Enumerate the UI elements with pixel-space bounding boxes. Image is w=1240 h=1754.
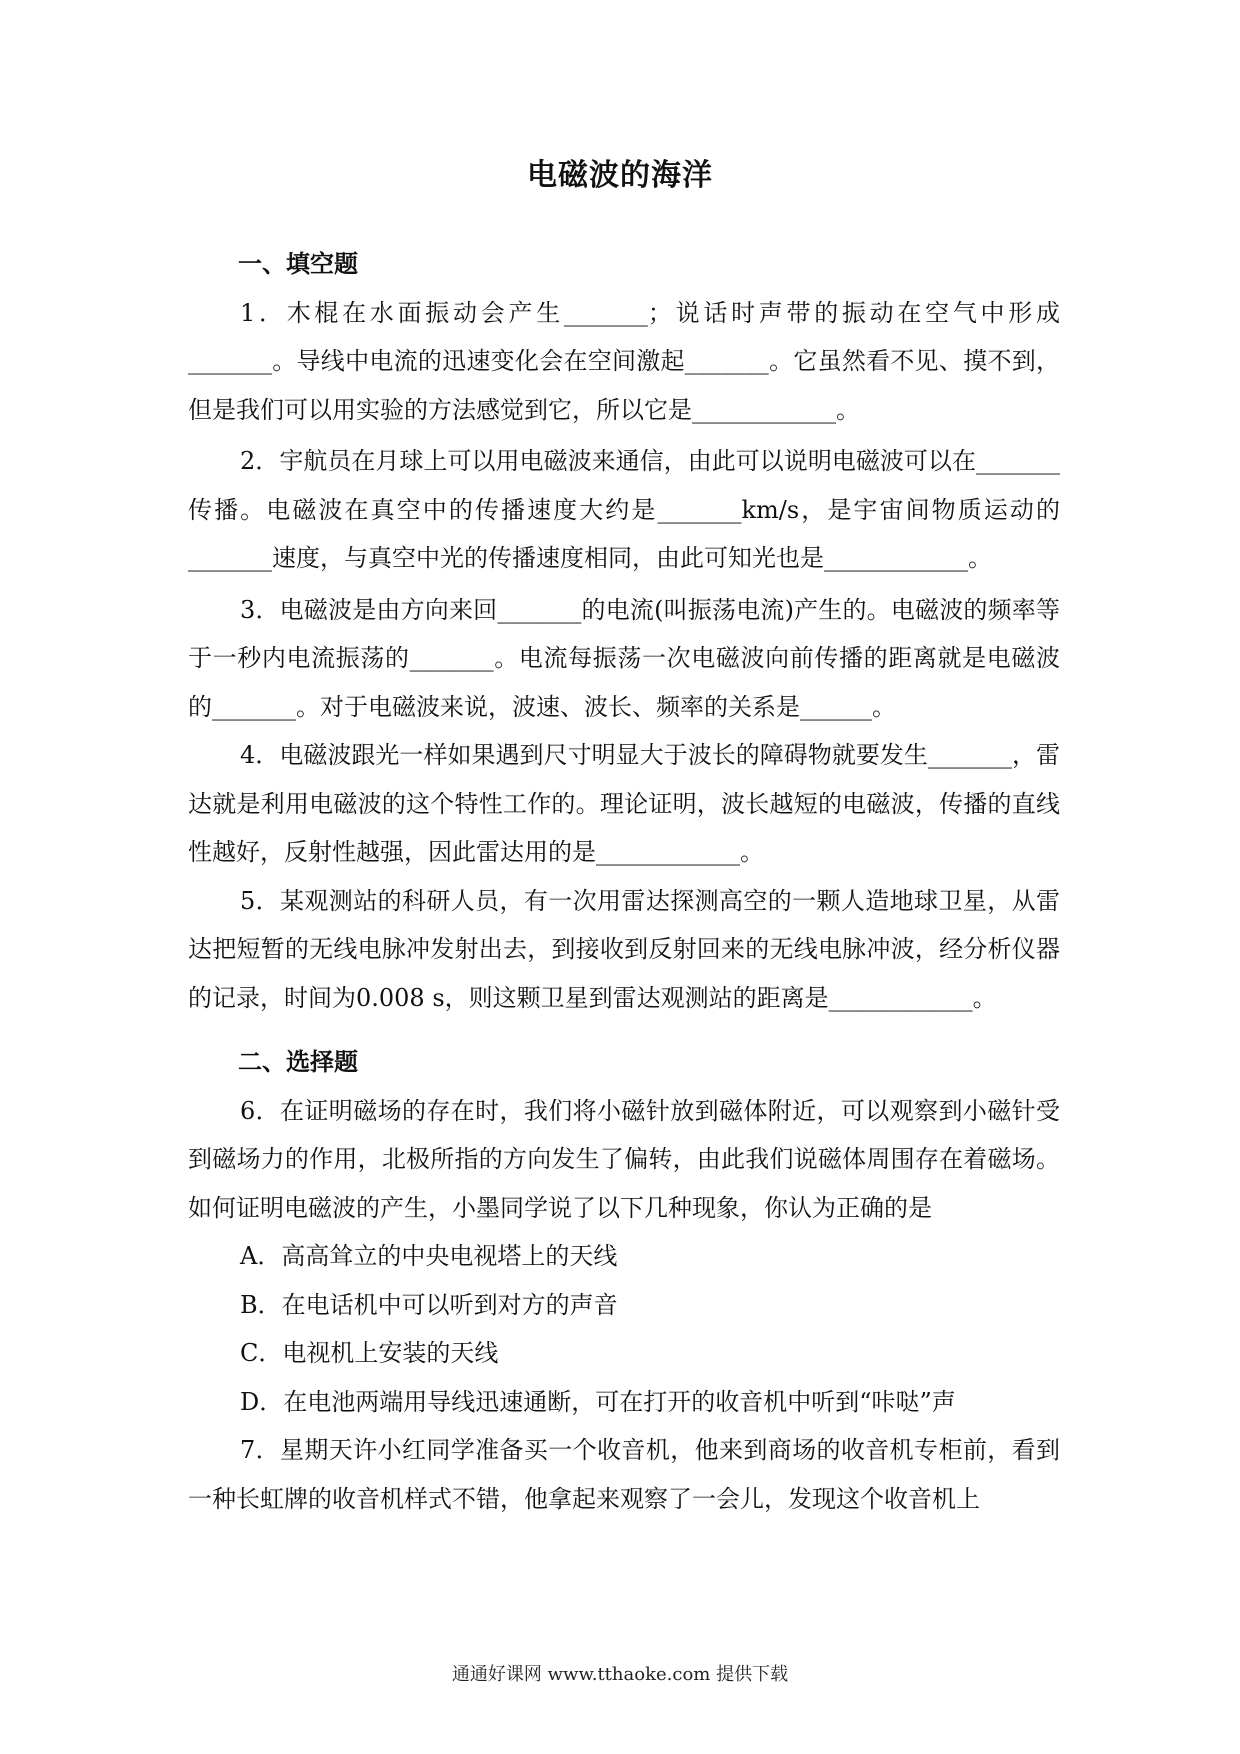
question-4: 4．电磁波跟光一样如果遇到尺寸明显大于波长的障碍物就要发生_______，雷达就是利用电磁波的这个特性工作的。理论证明，波长越短的电磁波，传播的直线性越好，反射性越强，因此雷达用的是____________。 (188, 741, 1060, 866)
question-3: 3．电磁波是由方向来回_______的电流(叫振荡电流)产生的。电磁波的频率等于一秒内电流振荡的_______。电流每振荡一次电磁波向前传播的距离就是电磁波的_______。对于电磁波来说，波速、波长、频率的关系是______。 (188, 595, 1060, 721)
question-6-option-d: D．在电池两端用导线迅速通断，可在打开的收音机中听到“咔哒”声 (240, 1387, 956, 1416)
question-7: 7．星期天许小红同学准备买一个收音机，他来到商场的收音机专柜前，看到一种长虹牌的收音机样式不错，他拿起来观察了一会儿，发现这个收音机上 (188, 1436, 1060, 1513)
question-6: 6．在证明磁场的存在时，我们将小磁针放到磁体附近，可以观察到小磁针受到磁场力的作用，北极所指的方向发生了偏转，由此我们说磁体周围存在着磁场。如何证明电磁波的产生，小墨同学说了以下几种现象，你认为正确的是 (188, 1096, 1060, 1222)
section-heading-choice: 二、选择题 (238, 1048, 358, 1076)
question-6-option-a: A．高高耸立的中央电视塔上的天线 (240, 1242, 618, 1270)
question-5: 5．某观测站的科研人员，有一次用雷达探测高空的一颗人造地球卫星，从雷达把短暂的无线电脉冲发射出去，到接收到反射回来的无线电脉冲波，经分析仪器的记录，时间为0.008 s，则这颗卫星到雷达观测站的距离是____________。 (188, 886, 1060, 1012)
question-1: 1．木棍在水面振动会产生_______；说话时声带的振动在空气中形成_______。导线中电流的迅速变化会在空间激起_______。它虽然看不见、摸不到，但是我们可以用实验的方法感觉到它，所以它是____________。 (188, 298, 1060, 424)
page-footer: 通通好课网 www.tthaoke.com 提供下载 (451, 1664, 789, 1685)
question-2: 2．宇航员在月球上可以用电磁波来通信，由此可以说明电磁波可以在_______传播。电磁波在真空中的传播速度大约是_______km/s，是宇宙间物质运动的_______速度，与真空中光的传播速度相同，由此可知光也是____________。 (188, 447, 1060, 572)
question-6-option-c: C．电视机上安装的天线 (240, 1339, 499, 1367)
section-heading-fill-in: 一、填空题 (238, 250, 358, 278)
question-6-option-b: B．在电话机中可以听到对方的声音 (240, 1290, 618, 1319)
page-title: 电磁波的海洋 (527, 158, 713, 193)
document-body (188, 240, 1060, 1523)
